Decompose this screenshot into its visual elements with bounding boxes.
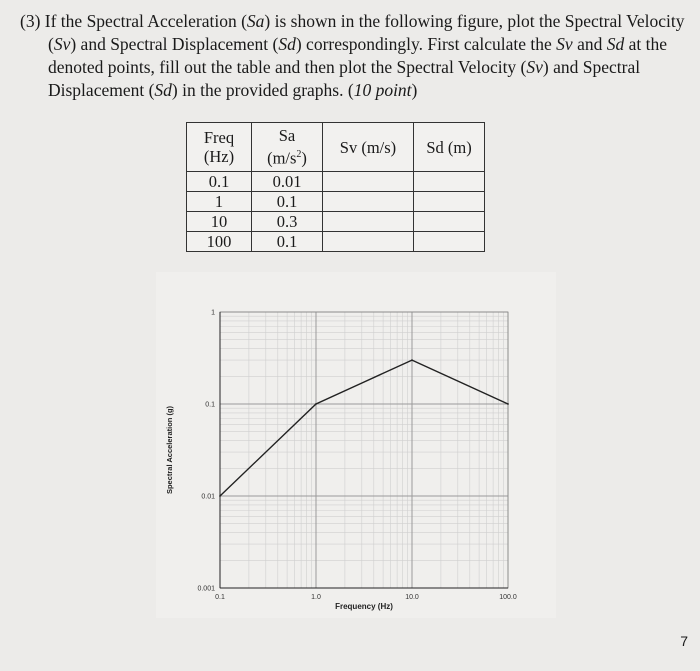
y-tick-label: 0.01 [201, 493, 215, 501]
question-fragment: ) [411, 80, 418, 100]
table-row [187, 172, 485, 192]
cell-freq: 0.1 [187, 172, 252, 192]
x-tick-labels [215, 594, 517, 601]
question-fragment: and [572, 34, 607, 54]
question-fragment: ) and Spectral Displacement ( [48, 57, 641, 100]
header-sa-unit-text: (m/s [267, 148, 297, 168]
header-sa-unit [256, 145, 318, 168]
question-fragment: ) is shown in the following figure, plot the Spectral Velocity ( [48, 11, 685, 54]
cell-sd[interactable] [414, 172, 485, 192]
header-sa-unit-close: ) [301, 148, 307, 168]
cell-sa: 0.1 [252, 192, 323, 212]
sv-abbr: Sv [53, 34, 71, 54]
sd-abbr: Sd [154, 80, 172, 100]
page-number: 7 [680, 633, 688, 649]
sa-series-points [219, 359, 509, 497]
header-sd: Sd (m) [414, 123, 485, 172]
sv-abbr: Sv [556, 34, 573, 54]
y-tick-label: 1 [211, 309, 215, 317]
cell-freq: 100 [187, 232, 252, 252]
question-fragment: ) correspondingly. First calculate the [295, 34, 557, 54]
cell-sd[interactable] [414, 212, 485, 232]
sv-abbr: Sv [526, 57, 543, 77]
table-header-row [187, 123, 485, 172]
header-sv: Sv (m/s) [323, 123, 414, 172]
cell-freq: 1 [187, 192, 252, 212]
y-axis-label: Spectral Acceleration (g) [165, 405, 174, 495]
x-tick-label: 100.0 [499, 594, 517, 601]
sd-abbr: Sd [606, 34, 625, 54]
cell-sv[interactable] [323, 232, 414, 252]
cell-sd[interactable] [414, 192, 485, 212]
points-value: 10 point [353, 80, 412, 100]
cell-sv[interactable] [323, 212, 414, 232]
cell-sa: 0.01 [252, 172, 323, 192]
header-sa-label: Sa [278, 126, 296, 146]
cell-sv[interactable] [323, 192, 414, 212]
sd-abbr: Sd [278, 34, 296, 54]
question-number: (3) [20, 11, 41, 31]
y-tick-labels [197, 310, 215, 593]
header-freq-label: Freq [203, 128, 235, 147]
cell-sa: 0.1 [252, 232, 323, 252]
cell-sa: 0.3 [252, 212, 323, 232]
plot-frame [220, 312, 508, 588]
question-fragment: ) and Spectral Displacement ( [70, 34, 279, 54]
table-row [187, 212, 485, 232]
question-fragment: ) in the provided graphs. ( [171, 80, 354, 100]
header-freq [187, 123, 252, 172]
x-tick-label: 10.0 [405, 594, 419, 601]
y-tick-label: 0.001 [197, 585, 215, 593]
sa-series-line [220, 360, 508, 496]
question-fragment: If the Spectral Acceleration ( [44, 11, 247, 31]
sa-abbr: Sa [246, 11, 265, 31]
table-row [187, 192, 485, 212]
x-axis-label: Frequency (Hz) [335, 602, 393, 611]
spectral-table [186, 122, 485, 252]
question-fragment: at the denoted points, fill out the table and then plot the Spectral Velocity ( [48, 34, 667, 77]
sa-chart [156, 272, 556, 618]
question-text [20, 10, 685, 102]
header-freq-unit: (Hz) [203, 147, 235, 166]
sa-data-point [219, 495, 221, 497]
y-tick-label: 0.1 [205, 401, 215, 409]
sa-data-point [315, 403, 317, 405]
cell-sv[interactable] [323, 172, 414, 192]
table-row [187, 232, 485, 252]
sa-chart-svg [156, 272, 556, 618]
sa-data-point [411, 359, 413, 361]
grid-minor [220, 312, 508, 588]
sa-data-point [507, 403, 509, 405]
header-sa [252, 123, 323, 172]
cell-sd[interactable] [414, 232, 485, 252]
x-tick-label: 0.1 [215, 594, 225, 601]
header-sa-unit-sup: 2 [296, 149, 302, 161]
x-tick-label: 1.0 [311, 594, 321, 601]
grid-major [220, 312, 508, 588]
cell-freq: 10 [187, 212, 252, 232]
